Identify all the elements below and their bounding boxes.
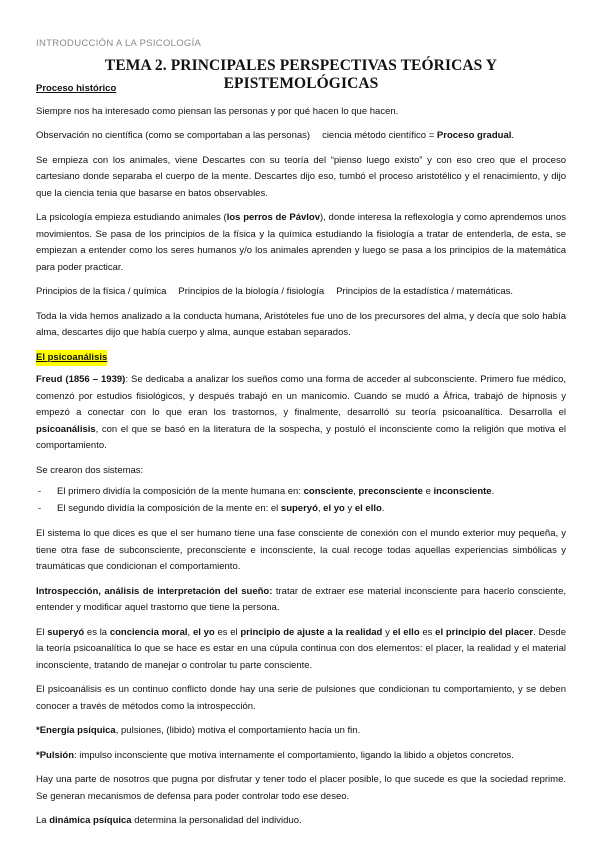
paragraph: Freud (1856 – 1939): Se dedicaba a analizar los sueños como una forma de acceder al subconsciente. Primero fue médico, comenzó por estudios fisiológicos, y después trabajó en un manicomio. Cuando se mudó a África, trabajó de hipnosis y empezó a conectar con lo que eran los trastornos, y finalmente, desarrolló su teoría psicoanalítica. Desarrolla el psicoanálisis, con el que se basó en la literatura de la sospecha, y postuló el inconsciente como la religión que motiva el comportamiento.	[36, 374, 566, 451]
paragraph: Observación no científica (como se comportaban a las personas) ciencia método científico = Proceso gradual.	[36, 130, 515, 141]
paragraph: Hay una parte de nosotros que pugna por disfrutar y tener todo el placer posible, lo que sucede es que la sociedad reprime. Se generan mecanismos de defensa para poder controlar todo ese deseo.	[36, 774, 566, 802]
section-heading-proceso-historico: Proceso histórico	[36, 83, 117, 94]
paragraph: La dinámica psíquica determina la personalidad del individuo.	[36, 815, 302, 826]
paragraph: Toda la vida hemos analizado a la conducta humana, Aristóteles fue uno de los precursores del alma, y decía que solo había alma, descartes dijo que había cuerpo y alma, aunque estaban separados.	[36, 310, 566, 338]
paragraph: El psicoanálisis es un continuo conflicto donde hay una serie de pulsiones que condicionan tu comportamiento, y se deben conocer a través de métodos como la introspección.	[36, 684, 566, 712]
page-title: TEMA 2. PRINCIPALES PERSPECTIVAS TEÓRICAS Y EPISTEMOLÓGICAS	[104, 57, 498, 92]
paragraph: Se empieza con los animales, viene Descartes con su teoría del “pienso luego existo” y con eso creo que el proceso cartesiano donde separaba el cuerpo de la mente. Descartes dijo eso, tumbó el proceso aristotélico y el renacimiento, y dijo que la ciencia tenia que basarse en batos observables.	[36, 154, 566, 199]
paragraph: El superyó es la conciencia moral, el yo es el principio de ajuste a la realidad y el ello es el principio del placer. Desde la teoría psicoanalítica lo que se hace es estar en una cúpula continua con dos elementos: el placer, la realidad y el material inconsciente, tratando de manejar o controlar tu parte consciente.	[36, 626, 566, 671]
systems-list	[36, 484, 566, 517]
paragraph: Principios de la física / química Principios de la biología / fisiología Principios de la estadística / matemáticas.	[36, 286, 514, 297]
paragraph: *Energía psíquica, pulsiones, (libido) motiva el comportamiento hacia un fin.	[36, 725, 361, 736]
paragraph: Siempre nos ha interesado como piensan las personas y por qué hacen lo que hacen.	[36, 105, 399, 117]
paragraph: Introspección, análisis de interpretación del sueño: tratar de extraer ese material inconsciente para hacerlo consciente, entender y modificar aquel trastorno que tiene la persona.	[36, 585, 566, 613]
section-heading-psicoanalisis: El psicoanálisis	[36, 350, 107, 367]
paragraph: La psicología empieza estudiando animales (los perros de Pávlov), donde interesa la reflexología y como aprendemos unos movimientos. Se pasa de los principios de la física y la química estudiando la fisiología a tratar de entenderla, de esta, se empiezan a entender como los seres humanos y/o los animales aprenden y luego se pasa a los principios de la matemática para poder practicar.	[36, 212, 566, 273]
list-item: - El segundo dividía la composición de la mente en: el superyó, el yo y el ello.	[36, 501, 566, 518]
paragraph: *Pulsión: impulso inconsciente que motiva internamente el comportamiento, ligando la libido a objetos concretos.	[36, 749, 514, 761]
list-item: - El primero dividía la composición de la mente humana en: consciente, preconsciente e inconsciente.	[36, 484, 566, 501]
running-header: INTRODUCCIÓN A LA PSICOLOGÍA	[36, 38, 202, 49]
document-body	[36, 81, 566, 838]
paragraph: Se crearon dos sistemas:	[36, 464, 144, 476]
paragraph: El sistema lo que dices es que el ser humano tiene una fase consciente de conexión con el mundo exterior muy pequeña, y tiene otra fase de subconsciente, preconsciente e inconsciente, la cual recoge todas aquellas experiencias simbólicas y traumáticas que condicionan el comportamiento.	[36, 528, 566, 572]
